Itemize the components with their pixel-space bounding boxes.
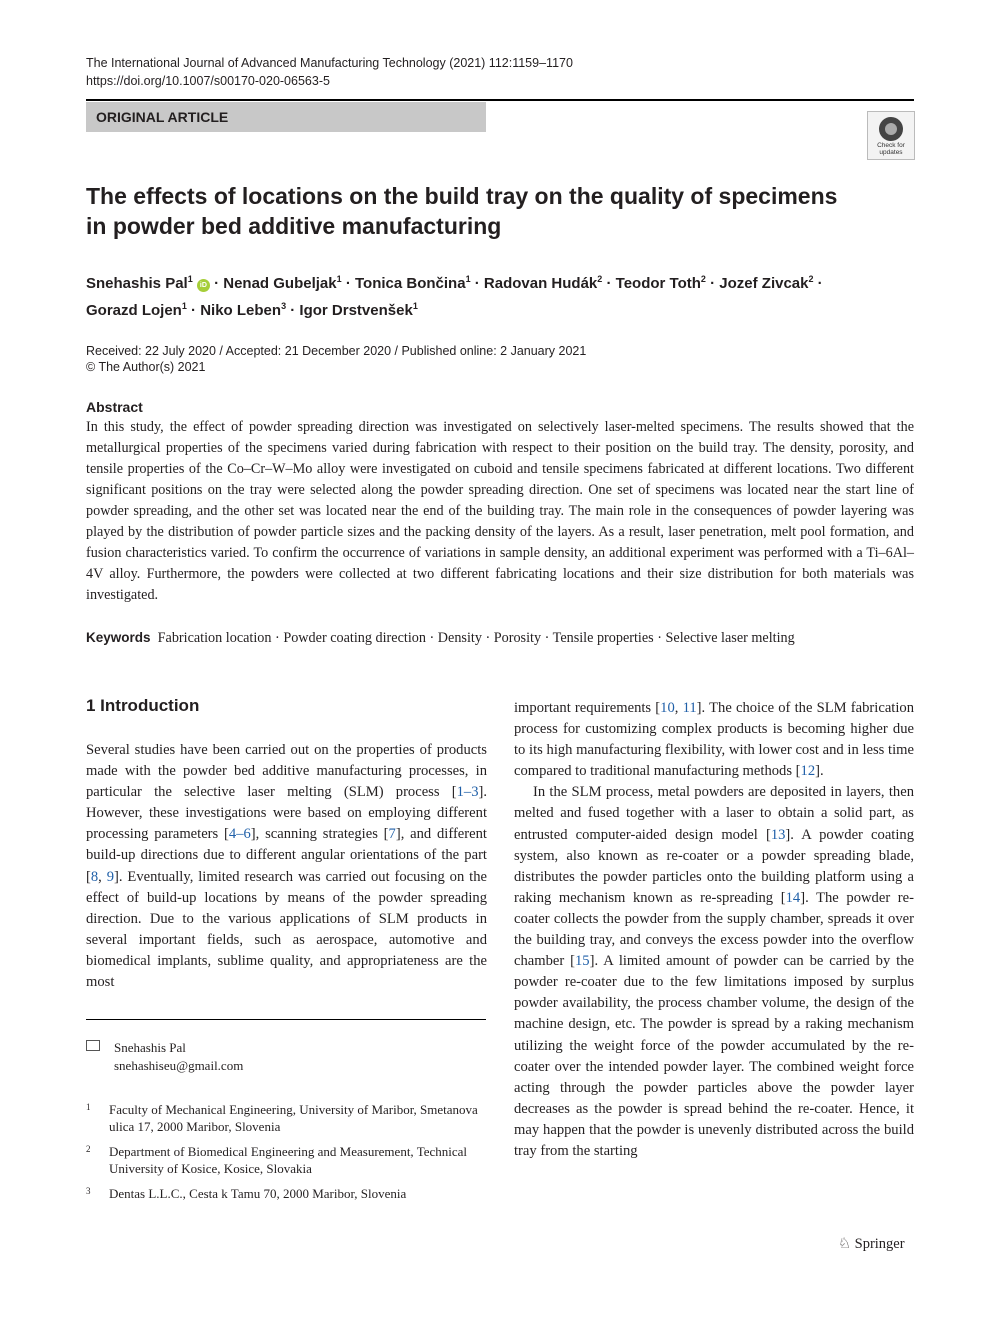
keyword[interactable]: Fabrication location xyxy=(157,630,272,646)
keyword[interactable]: Porosity xyxy=(493,630,542,646)
dates-line: Received: 22 July 2020 / Accepted: 21 December 2020 / Published online: 2 January 2021 xyxy=(86,344,587,358)
affiliation-number: 3 xyxy=(86,1186,91,1196)
affiliation-text: Dentas L.L.C., Cesta k Tamu 70, 2000 Maribor, Slovenia xyxy=(109,1186,407,1201)
author-affiliation-number: 1 xyxy=(336,274,342,284)
abstract-heading: Abstract xyxy=(86,399,143,415)
author-separator: · xyxy=(710,275,716,292)
correspondence-email[interactable]: snehashiseu@gmail.com xyxy=(114,1058,244,1073)
text-run: ]. The powder re-coater collects the powder from the supply chamber, spreads it over the building tray, and conveys the excess powder into the overflow chamber [ xyxy=(514,889,915,970)
author-line-2 xyxy=(86,295,926,322)
text-run: ]. A powder coating system, also known as re-coater or a powder spreading blade, distributes the powder particles onto the building platform using a raking mechanism known as re-spreading [ xyxy=(514,826,915,906)
keyword-separator: · xyxy=(485,630,491,646)
author-separator: · xyxy=(214,275,220,292)
footnote-rule xyxy=(86,1019,486,1020)
article-type-banner: ORIGINAL ARTICLE xyxy=(86,102,486,132)
author-name[interactable]: Gorazd Lojen xyxy=(86,302,182,319)
keyword[interactable]: Density xyxy=(437,630,482,646)
author-name[interactable]: Jozef Zivcak xyxy=(719,275,809,292)
author-affiliation-number: 2 xyxy=(700,274,706,284)
citation-link[interactable]: 12 xyxy=(800,763,816,780)
check-for-updates-button[interactable] xyxy=(867,111,915,160)
body-column-left xyxy=(86,740,487,993)
author-affiliation-number: 2 xyxy=(597,274,603,284)
keyword-separator: · xyxy=(544,630,550,646)
affiliation xyxy=(86,1101,486,1135)
author-name[interactable]: Teodor Toth xyxy=(615,275,701,292)
author-affiliation-number: 1 xyxy=(181,301,187,311)
orcid-icon[interactable]: iD xyxy=(197,279,210,292)
author-affiliation-number: 1 xyxy=(187,274,193,284)
paragraph xyxy=(514,698,914,782)
author-affiliation-number: 2 xyxy=(808,274,814,284)
citation-link[interactable]: 1–3 xyxy=(456,784,479,801)
paragraph xyxy=(86,740,487,993)
author-name[interactable]: Niko Leben xyxy=(200,302,282,319)
affiliation-text: Faculty of Mechanical Engineering, University of Maribor, Smetanova ulica 17, 2000 Maribor, Slovenia xyxy=(109,1102,478,1134)
author-separator: · xyxy=(474,275,480,292)
keyword-separator: · xyxy=(657,630,662,646)
affiliation xyxy=(86,1143,486,1177)
correspondence-name: Snehashis Pal xyxy=(114,1040,186,1055)
citation-link[interactable]: 13 xyxy=(770,826,786,843)
text-run: ]. The choice of the SLM fabrication process for customizing complex products is becoming higher due to its high manufacturing flexibility, with lower cost and in less time compared to traditional manufacturing methods [ xyxy=(514,700,915,780)
envelope-icon xyxy=(86,1040,100,1051)
text-run: ]. A limited amount of powder can be carried by the powder re-coater due to the few limitations imposed by surplus powder availability, the process chamber volume, the design of the machine design, etc. The powder is spread by a raking mechanism utilizing the weight force of the powder accumulated by the re-coater over the intended powder layer. The combined weight force acting through the powder particles above the powder layer decreases as the powder is spread behind the re-coater. Hence, it may happen that the powder is unevenly distributed across the build tray from the starting xyxy=(514,953,914,1159)
affiliation-number: 1 xyxy=(86,1102,91,1112)
text-run: ]. Eventually, limited research was carried out focusing on the effect of build-up locations by means of the powder spreading direction. Due to the various applications of SLM products in several important fields, such as aerospace, automotive and biomedical implants, sublime quality, and appropriateness are the most xyxy=(86,868,487,991)
paragraph xyxy=(514,782,914,1162)
check-updates-label-1: Check for xyxy=(877,142,905,149)
keyword[interactable]: Selective laser melting xyxy=(665,630,795,646)
citation-link[interactable]: 10 xyxy=(660,700,675,716)
author-affiliation-number: 1 xyxy=(412,301,418,311)
abstract-text: In this study, the effect of powder spreading direction was investigated on selectively laser-melted specimens. The results showed that the metallurgical properties of the specimens varied during fabrication with respect to their position on the build tray. The density, porosity, and tensile properties of the Co–Cr–W–Mo alloy were investigated on cuboid and tensile specimens fabricated at different locations. Two different significant positions on the tray were selected along the powder spreading direction. One set of specimens was located near the start line of powder spreading, and the other set was located near the end of the building tray. The main role in the consequences of powder layering was played by the distribution of powder particle sizes and the packing density of the layers. As a result, laser penetration, melt pool formation, and fusion characteristics varied. To confirm the occurrence of variations in sample density, an additional experiment was performed with a Ti–6Al–4V alloy. Furthermore, the powders were collected at two different fabricating locations and their size distribution for both materials was investigated. xyxy=(86,419,914,603)
check-updates-icon xyxy=(879,117,903,141)
text-run: ]. However, these investigations were based on employing different processing parameters [ xyxy=(86,784,487,843)
springer-horse-icon: ♘ xyxy=(838,1236,851,1252)
text-run: Several studies have been carried out on the properties of products made with the powder bed additive manufacturing processes, in particular the selective laser melting (SLM) process [ xyxy=(86,742,487,801)
citation-link[interactable]: 9 xyxy=(106,868,115,885)
author-name[interactable]: Igor Drstvenšek xyxy=(299,302,413,319)
affiliation xyxy=(86,1185,486,1202)
author-separator: · xyxy=(290,302,296,319)
title-line-1: The effects of locations on the build tray on the quality of specimens xyxy=(86,183,838,209)
text-run: , xyxy=(98,868,107,885)
body-column-right xyxy=(514,698,914,1162)
author-separator: · xyxy=(191,302,197,319)
title-line-2: in powder bed additive manufacturing xyxy=(86,213,502,239)
keyword[interactable]: Powder coating direction xyxy=(283,630,426,646)
author-name[interactable]: Radovan Hudák xyxy=(483,275,598,292)
text-run: ], scanning strategies [ xyxy=(250,826,389,843)
copyright-line: © The Author(s) 2021 xyxy=(86,360,206,374)
text-run: ]. xyxy=(815,763,824,780)
author-name[interactable]: Snehashis Pal xyxy=(86,275,188,292)
author-name[interactable]: Tonica Bončina xyxy=(354,275,466,292)
author-separator: · xyxy=(817,275,823,292)
author-list xyxy=(86,268,926,322)
publication-dates xyxy=(86,343,586,375)
citation-link[interactable]: 4–6 xyxy=(228,826,251,843)
correspondence-name-line xyxy=(86,1039,243,1057)
author-name[interactable]: Nenad Gubeljak xyxy=(223,275,337,292)
citation-link[interactable]: 8 xyxy=(90,868,99,885)
text-run: , xyxy=(674,700,683,716)
section-heading-introduction: 1 Introduction xyxy=(86,696,200,715)
affiliation-number: 2 xyxy=(86,1144,91,1154)
text-run: important requirements [ xyxy=(514,700,661,716)
citation-link[interactable]: 7 xyxy=(388,826,396,843)
correspondence xyxy=(86,1039,243,1075)
keyword-separator: · xyxy=(275,630,280,646)
author-affiliation-number: 3 xyxy=(281,301,287,311)
keywords-label: Keywords xyxy=(86,630,151,645)
author-separator: · xyxy=(606,275,612,292)
doi-link[interactable]: https://doi.org/10.1007/s00170-020-06563-5 xyxy=(86,74,330,88)
check-updates-label-2: updates xyxy=(879,149,903,156)
springer-logo xyxy=(838,1236,905,1253)
publisher-name: Springer xyxy=(854,1236,905,1252)
text-run: ], and different build-up directions due to different angular orientations of the part [ xyxy=(86,826,487,885)
journal-citation: The International Journal of Advanced Manufacturing Technology (2021) 112:1159–1170 xyxy=(86,56,573,70)
citation-link[interactable]: 15 xyxy=(575,953,590,970)
article-title xyxy=(86,181,886,241)
header-rule xyxy=(86,99,914,101)
author-separator: · xyxy=(345,275,351,292)
affiliation-text: Department of Biomedical Engineering and Measurement, Technical University of Kosice, Kosice, Slovakia xyxy=(109,1144,468,1176)
author-affiliation-number: 1 xyxy=(465,274,471,284)
citation-link[interactable]: 14 xyxy=(785,889,801,906)
keywords xyxy=(86,627,914,649)
citation-link[interactable]: 11 xyxy=(682,700,697,716)
keyword[interactable]: Tensile properties xyxy=(552,630,654,646)
text-run: In the SLM process, metal powders are deposited in layers, then melted and fused together with a laser to obtain a solid part, as entrusted computer-aided design model [ xyxy=(514,784,914,843)
author-line-1 xyxy=(86,268,926,295)
keyword-separator: · xyxy=(429,630,435,646)
